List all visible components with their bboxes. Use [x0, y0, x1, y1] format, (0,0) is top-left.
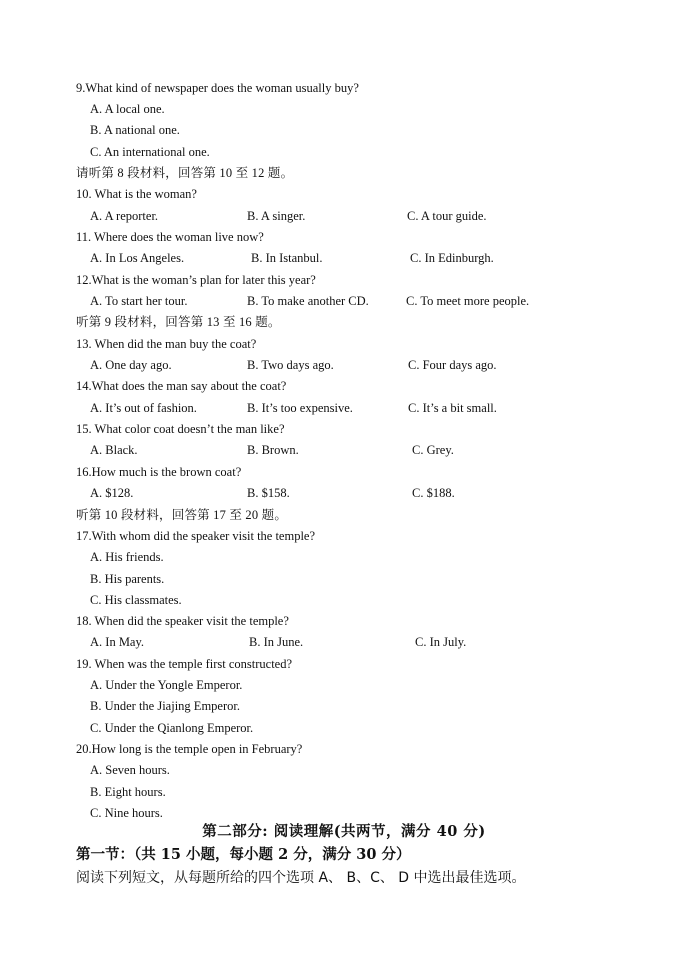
question-15-option-b: B. Brown.	[247, 443, 299, 457]
question-14-option-a: A. It’s out of fashion.	[90, 401, 197, 415]
question-10-stem: 10. What is the woman?	[76, 187, 197, 201]
question-18-option-c: C. In July.	[415, 635, 467, 649]
question-18-stem: 18. When did the speaker visit the temple?	[76, 614, 289, 628]
question-19-option-a: A. Under the Yongle Emperor.	[90, 678, 243, 692]
question-18-option-b: B. In June.	[249, 635, 304, 649]
instruction-part-10: 听第 10 段材料，回答第 17 至 20 题。	[76, 508, 288, 522]
question-19-option-c: C. Under the Qianlong Emperor.	[90, 721, 254, 735]
question-14-option-c: C. It’s a bit small.	[408, 401, 497, 415]
question-11-stem: 11. Where does the woman live now?	[76, 230, 264, 244]
question-15-option-c: C. Grey.	[412, 443, 454, 457]
question-11-option-b: B. In Istanbul.	[251, 251, 323, 265]
question-19-option-b: B. Under the Jiajing Emperor.	[90, 699, 240, 713]
question-12-stem: 12.What is the woman’s plan for later this year?	[76, 273, 316, 287]
question-16-option-c: C. $188.	[412, 486, 455, 500]
question-13-option-b: B. Two days ago.	[247, 358, 334, 372]
question-14-stem: 14.What does the man say about the coat?	[76, 379, 287, 393]
question-16-option-b: B. $158.	[247, 486, 290, 500]
question-20-option-b: B. Eight hours.	[90, 785, 166, 799]
question-17-option-b: B. His parents.	[90, 572, 165, 586]
question-13-stem: 13. When did the man buy the coat?	[76, 337, 257, 351]
question-10-option-a: A. A reporter.	[90, 209, 159, 223]
question-19-stem: 19. When was the temple first constructed?	[76, 657, 293, 671]
question-16-stem: 16.How much is the brown coat?	[76, 465, 242, 479]
question-11-option-a: A. In Los Angeles.	[90, 251, 185, 265]
question-16-option-a: A. $128.	[90, 486, 134, 500]
question-15-stem: 15. What color coat doesn’t the man like?	[76, 422, 285, 436]
question-9-stem: 9.What kind of newspaper does the woman usually buy?	[76, 81, 359, 95]
question-12-option-b: B. To make another CD.	[247, 294, 369, 308]
question-9-option-a: A. A local one.	[90, 102, 165, 116]
question-18-option-a: A. In May.	[90, 635, 145, 649]
instruction-part-9: 听第 9 段材料，回答第 13 至 16 题。	[76, 315, 281, 329]
subsection-title: 第一节：（共 15 小题，每小题 2 分，满分 30 分）	[76, 846, 411, 863]
question-9-option-b: B. A national one.	[90, 123, 180, 137]
question-17-stem: 17.With whom did the speaker visit the temple?	[76, 529, 316, 543]
question-13-option-c: C. Four days ago.	[408, 358, 497, 372]
question-17-option-a: A. His friends.	[90, 550, 164, 564]
question-15-option-a: A. Black.	[90, 443, 138, 457]
question-13-option-a: A. One day ago.	[90, 358, 172, 372]
question-12-option-a: A. To start her tour.	[90, 294, 188, 308]
question-20-stem: 20.How long is the temple open in February?	[76, 742, 303, 756]
question-20-option-c: C. Nine hours.	[90, 806, 163, 820]
section-title: 第二部分: 阅读理解(共两节，满分 40 分)	[202, 823, 486, 840]
question-10-option-b: B. A singer.	[247, 209, 306, 223]
question-10-option-c: C. A tour guide.	[407, 209, 487, 223]
question-11-option-c: C. In Edinburgh.	[410, 251, 494, 265]
question-20-option-a: A. Seven hours.	[90, 763, 170, 777]
instruction-part-8: 请听第 8 段材料，回答第 10 至 12 题。	[76, 166, 294, 180]
question-17-option-c: C. His classmates.	[90, 593, 182, 607]
reading-directions: 阅读下列短文，从每题所给的四个选项 A、 B、C、 D 中选出最佳选项。	[76, 870, 526, 886]
question-9-option-c: C. An international one.	[90, 145, 210, 159]
question-14-option-b: B. It’s too expensive.	[247, 401, 353, 415]
question-12-option-c: C. To meet more people.	[406, 294, 530, 308]
